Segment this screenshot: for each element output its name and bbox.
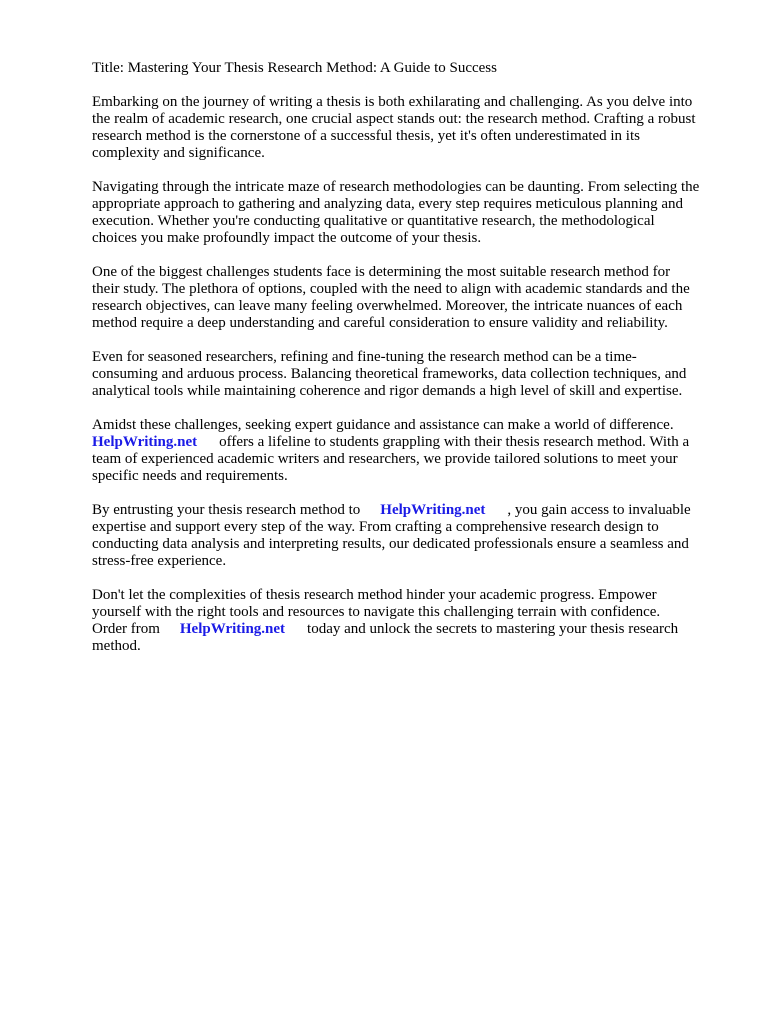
document-title: Title: Mastering Your Thesis Research Method: A Guide to Success bbox=[92, 60, 497, 76]
text-line: One of the biggest challenges students face is determining the most suitable research method for bbox=[92, 264, 671, 280]
paragraph-researchers bbox=[92, 349, 732, 400]
text-line: appropriate approach to gathering and analyzing data, every step requires meticulous planning and bbox=[92, 196, 684, 212]
helpwriting-link[interactable]: HelpWriting.net bbox=[380, 502, 486, 518]
text-fragment: , you gain access to invaluable bbox=[507, 502, 691, 518]
text-line: team of experienced academic writers and researchers, we provide tailored solutions to meet your bbox=[92, 451, 678, 467]
text-line: consuming and arduous process. Balancing theoretical frameworks, data collection techniques, and bbox=[92, 366, 687, 382]
text-line: choices you make profoundly impact the outcome of your thesis. bbox=[92, 230, 482, 246]
text-fragment: offers a lifeline to students grappling with their thesis research method. With a bbox=[219, 434, 690, 450]
text-line: Navigating through the intricate maze of research methodologies can be daunting. From selecting the bbox=[92, 179, 700, 195]
text-line bbox=[92, 502, 732, 519]
text-line: Amidst these challenges, seeking expert guidance and assistance can make a world of difference. bbox=[92, 417, 674, 433]
text-line: conducting data analysis and interpreting results, our dedicated professionals ensure a seamless and bbox=[92, 536, 689, 552]
text-line: Even for seasoned researchers, refining and fine-tuning the research method can be a time- bbox=[92, 349, 637, 365]
text-line: complexity and significance. bbox=[92, 145, 265, 161]
text-line: stress-free experience. bbox=[92, 553, 227, 569]
paragraph-entrusting bbox=[92, 502, 732, 570]
text-line: expertise and support every step of the way. From crafting a comprehensive research design to bbox=[92, 519, 659, 535]
text-line: Don't let the complexities of thesis research method hinder your academic progress. Empower bbox=[92, 587, 657, 603]
text-fragment: By entrusting your thesis research method to bbox=[92, 502, 361, 518]
text-line: research objectives, can leave many feeling overwhelmed. Moreover, the intricate nuances of each bbox=[92, 298, 683, 314]
text-line: Embarking on the journey of writing a thesis is both exhilarating and challenging. As you delve into bbox=[92, 94, 693, 110]
paragraph-guidance bbox=[92, 417, 732, 485]
paragraph-intro bbox=[92, 94, 732, 162]
paragraph-challenges bbox=[92, 264, 732, 332]
text-line: method. bbox=[92, 638, 141, 654]
text-line bbox=[92, 434, 732, 451]
helpwriting-link[interactable]: HelpWriting.net bbox=[179, 621, 286, 637]
text-line: method require a deep understanding and careful consideration to ensure validity and reliability. bbox=[92, 315, 668, 331]
document-page bbox=[92, 60, 732, 672]
text-fragment: today and unlock the secrets to mastering your thesis research bbox=[307, 621, 679, 637]
paragraph-closing bbox=[92, 587, 732, 655]
helpwriting-link[interactable]: HelpWriting.net bbox=[92, 434, 198, 450]
text-line: research method is the cornerstone of a successful thesis, yet it's often underestimated in its bbox=[92, 128, 640, 144]
text-line bbox=[92, 621, 732, 638]
text-line: specific needs and requirements. bbox=[92, 468, 288, 484]
text-line: yourself with the right tools and resources to navigate this challenging terrain with confidence. bbox=[92, 604, 661, 620]
text-line: their study. The plethora of options, coupled with the need to align with academic standards and the bbox=[92, 281, 690, 297]
paragraph-methodologies bbox=[92, 179, 732, 247]
text-line: analytical tools while maintaining coherence and rigor demands a high level of skill and expertise. bbox=[92, 383, 683, 399]
text-fragment: Order from bbox=[92, 621, 160, 637]
text-line: execution. Whether you're conducting qualitative or quantitative research, the methodological bbox=[92, 213, 655, 229]
text-line: the realm of academic research, one crucial aspect stands out: the research method. Crafting a robust bbox=[92, 111, 696, 127]
